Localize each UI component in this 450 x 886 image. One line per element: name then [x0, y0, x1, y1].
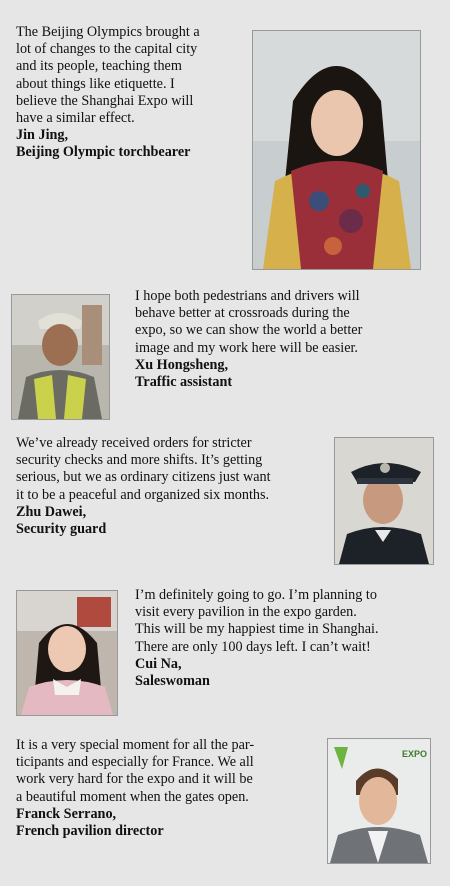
speaker-name: Cui Na,	[135, 655, 182, 672]
quote-line: about things like etiquette. I	[16, 75, 175, 92]
quote-line: serious, but we as ordinary citizens just want	[16, 469, 271, 486]
speaker-name: Franck Serrano,	[16, 805, 117, 822]
quote-line: lot of changes to the capital city	[16, 41, 198, 58]
xu-hongsheng-photo	[11, 294, 110, 420]
quote-line: a beautiful moment when the gates open.	[16, 788, 249, 805]
jin-jing-photo	[252, 30, 421, 270]
quote-franck-serrano	[16, 737, 254, 840]
quote-line: ticipants and especially for France. We all	[16, 754, 254, 771]
franck-serrano-photo	[327, 738, 431, 864]
speaker-role: Saleswoman	[135, 673, 210, 690]
quote-line: image and my work here will be easier.	[135, 339, 358, 356]
traffic-assistant-portrait-icon	[12, 295, 109, 419]
quote-line: behave better at crossroads during the	[135, 305, 350, 322]
quote-line: work very hard for the expo and it will be	[16, 771, 253, 788]
security-guard-portrait-icon	[335, 438, 433, 564]
quote-line: It is a very special moment for all the par-	[16, 737, 255, 753]
quote-line: There are only 100 days left. I can’t wait!	[135, 638, 371, 655]
woman-with-scarf-portrait-icon	[253, 31, 420, 269]
speaker-role: Security guard	[16, 521, 107, 538]
expo-logo-text: EXPO	[402, 749, 428, 759]
quote-line: I hope both pedestrians and drivers will	[135, 288, 360, 304]
quote-line: visit every pavilion in the expo garden.	[135, 604, 357, 621]
quote-line: security checks and more shifts. It’s getting	[16, 452, 263, 469]
saleswoman-portrait-icon	[17, 591, 117, 715]
zhu-dawei-photo	[334, 437, 434, 565]
quote-line: I’m definitely going to go. I’m planning to	[135, 587, 377, 603]
quote-line: We’ve already received orders for stricter	[16, 435, 252, 451]
quote-xu-hongsheng	[135, 288, 362, 391]
speaker-role: Traffic assistant	[135, 374, 233, 391]
speaker-name: Xu Hongsheng,	[135, 356, 229, 373]
quote-line: and its people, teaching them	[16, 58, 182, 75]
quote-line: it to be a peaceful and organized six months.	[16, 486, 270, 503]
quote-line: have a similar effect.	[16, 110, 135, 127]
quote-line: This will be my happiest time in Shanghai.	[135, 621, 379, 638]
quote-line: believe the Shanghai Expo will	[16, 92, 194, 109]
quote-cui-na	[135, 587, 379, 690]
quote-line: The Beijing Olympics brought a	[16, 24, 200, 40]
pavilion-director-portrait-icon	[328, 739, 430, 863]
cui-na-photo	[16, 590, 118, 716]
quote-jin-jing	[16, 24, 200, 162]
speaker-role: French pavilion director	[16, 823, 164, 840]
speaker-name: Zhu Dawei,	[16, 503, 87, 520]
speaker-name: Jin Jing,	[16, 127, 69, 144]
quote-line: expo, so we can show the world a better	[135, 322, 363, 339]
quote-zhu-dawei	[16, 435, 271, 538]
speaker-role: Beijing Olympic torchbearer	[16, 144, 191, 161]
